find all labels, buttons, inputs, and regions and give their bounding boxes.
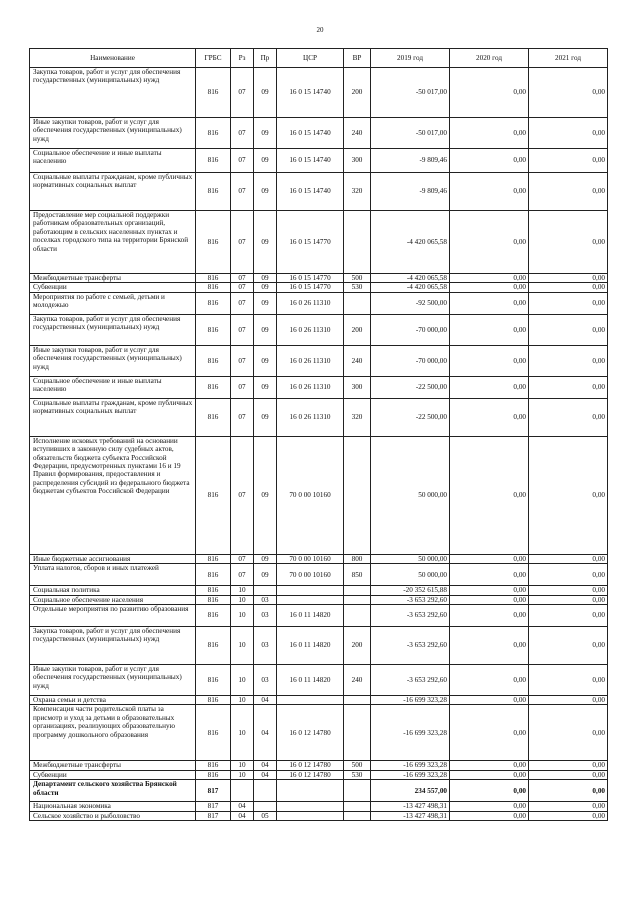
cell-pr: 09 <box>254 211 277 274</box>
table-row <box>30 345 608 376</box>
cell-grbs: 816 <box>196 436 231 554</box>
cell-name: Департамент сельского хозяйства Брянской области <box>30 780 196 802</box>
table-row <box>30 811 608 820</box>
cell-csr: 16 0 12 14780 <box>277 705 344 761</box>
cell-rz: 07 <box>231 283 254 292</box>
cell-2019: -3 653 292,60 <box>371 627 450 665</box>
cell-pr: 09 <box>254 274 277 283</box>
cell-2019: -70 000,00 <box>371 314 450 345</box>
table-row <box>30 627 608 665</box>
cell-name: Иные бюджетные ассигнования <box>30 554 196 563</box>
cell-csr: 70 0 00 10160 <box>277 436 344 554</box>
cell-grbs: 816 <box>196 586 231 595</box>
cell-grbs: 816 <box>196 292 231 314</box>
cell-2020: 0,00 <box>450 564 529 586</box>
cell-rz: 07 <box>231 292 254 314</box>
cell-2020: 0,00 <box>450 314 529 345</box>
cell-vr: 200 <box>344 314 371 345</box>
cell-2020: 0,00 <box>450 770 529 779</box>
cell-pr: 09 <box>254 173 277 211</box>
cell-rz: 10 <box>231 665 254 696</box>
table-row <box>30 68 608 118</box>
cell-2021: 0,00 <box>529 314 608 345</box>
cell-grbs: 816 <box>196 627 231 665</box>
cell-pr: 09 <box>254 292 277 314</box>
cell-name: Субвенции <box>30 770 196 779</box>
cell-csr: 70 0 00 10160 <box>277 554 344 563</box>
cell-name: Отдельные мероприятия по развитию образования <box>30 605 196 627</box>
cell-pr <box>254 802 277 811</box>
cell-2021: 0,00 <box>529 696 608 705</box>
cell-csr: 16 0 15 14740 <box>277 173 344 211</box>
cell-vr <box>344 292 371 314</box>
table-row <box>30 696 608 705</box>
cell-2020: 0,00 <box>450 398 529 436</box>
cell-2021: 0,00 <box>529 376 608 398</box>
table-row <box>30 802 608 811</box>
table-row <box>30 436 608 554</box>
cell-2020: 0,00 <box>450 118 529 149</box>
cell-grbs: 816 <box>196 398 231 436</box>
cell-grbs: 817 <box>196 780 231 802</box>
cell-name: Закупка товаров, работ и услуг для обеспечения государственных (муниципальных) нужд <box>30 314 196 345</box>
cell-2020: 0,00 <box>450 627 529 665</box>
cell-vr: 530 <box>344 283 371 292</box>
cell-grbs: 816 <box>196 376 231 398</box>
cell-pr: 09 <box>254 398 277 436</box>
cell-name: Национальная экономика <box>30 802 196 811</box>
cell-name: Предоставление мер социальной поддержки работникам образовательных организаций, работающим в сельских населенных пунктах и поселках городского типа на территории Брянской области <box>30 211 196 274</box>
cell-2021: 0,00 <box>529 705 608 761</box>
cell-vr: 500 <box>344 761 371 770</box>
cell-rz: 07 <box>231 211 254 274</box>
table-row <box>30 211 608 274</box>
cell-2019: -3 653 292,60 <box>371 665 450 696</box>
cell-vr <box>344 605 371 627</box>
cell-csr: 16 0 15 14770 <box>277 211 344 274</box>
cell-csr <box>277 595 344 604</box>
cell-2020: 0,00 <box>450 211 529 274</box>
cell-rz <box>231 780 254 802</box>
cell-pr <box>254 586 277 595</box>
cell-csr: 70 0 00 10160 <box>277 564 344 586</box>
cell-2019: -16 699 323,28 <box>371 770 450 779</box>
table-header-row <box>30 49 608 68</box>
cell-2019: -3 653 292,60 <box>371 605 450 627</box>
cell-rz: 07 <box>231 314 254 345</box>
cell-2021: 0,00 <box>529 586 608 595</box>
table-row <box>30 398 608 436</box>
cell-2021: 0,00 <box>529 761 608 770</box>
cell-csr: 16 0 15 14770 <box>277 274 344 283</box>
cell-pr <box>254 780 277 802</box>
cell-pr: 09 <box>254 554 277 563</box>
table-row <box>30 761 608 770</box>
cell-pr: 09 <box>254 68 277 118</box>
cell-2019: -50 017,00 <box>371 118 450 149</box>
cell-2020: 0,00 <box>450 149 529 173</box>
cell-grbs: 816 <box>196 149 231 173</box>
cell-rz: 07 <box>231 68 254 118</box>
cell-2020: 0,00 <box>450 283 529 292</box>
cell-2020: 0,00 <box>450 292 529 314</box>
cell-2021: 0,00 <box>529 627 608 665</box>
cell-grbs: 816 <box>196 554 231 563</box>
cell-grbs: 816 <box>196 595 231 604</box>
cell-csr: 16 0 11 14820 <box>277 665 344 696</box>
cell-2019: -13 427 498,31 <box>371 811 450 820</box>
cell-pr: 03 <box>254 605 277 627</box>
cell-pr: 04 <box>254 705 277 761</box>
cell-2019: -22 500,00 <box>371 376 450 398</box>
cell-grbs: 816 <box>196 605 231 627</box>
cell-pr: 04 <box>254 761 277 770</box>
cell-name: Закупка товаров, работ и услуг для обеспечения государственных (муниципальных) нужд <box>30 627 196 665</box>
cell-2020: 0,00 <box>450 345 529 376</box>
cell-2019: -9 809,46 <box>371 149 450 173</box>
cell-name: Закупка товаров, работ и услуг для обеспечения государственных (муниципальных) нужд <box>30 68 196 118</box>
cell-2021: 0,00 <box>529 118 608 149</box>
table-row <box>30 376 608 398</box>
cell-2020: 0,00 <box>450 802 529 811</box>
cell-2020: 0,00 <box>450 554 529 563</box>
cell-csr: 16 0 15 14740 <box>277 118 344 149</box>
cell-vr: 200 <box>344 627 371 665</box>
cell-grbs: 816 <box>196 274 231 283</box>
cell-grbs: 816 <box>196 68 231 118</box>
cell-grbs: 817 <box>196 802 231 811</box>
col-header-grbs: ГРБС <box>196 49 231 68</box>
cell-csr: 16 0 15 14770 <box>277 283 344 292</box>
cell-grbs: 816 <box>196 564 231 586</box>
cell-rz: 10 <box>231 761 254 770</box>
col-header-2021: 2021 год <box>529 49 608 68</box>
cell-name: Исполнение исковых требований на основании вступивших в законную силу судебных актов, обязательств бюджета субъекта Российской Федерации, предусмотренных пунктами 16 и 19 Правил формирования, предоставления и распределения субсидий из федерального бюджета бюджетам субъектов Российской Федерации <box>30 436 196 554</box>
cell-pr: 03 <box>254 627 277 665</box>
cell-grbs: 816 <box>196 345 231 376</box>
cell-2021: 0,00 <box>529 436 608 554</box>
col-header-csr: ЦСР <box>277 49 344 68</box>
cell-vr: 850 <box>344 564 371 586</box>
table-row <box>30 118 608 149</box>
cell-name: Субвенции <box>30 283 196 292</box>
cell-vr: 320 <box>344 398 371 436</box>
cell-rz: 10 <box>231 586 254 595</box>
cell-csr: 16 0 26 11310 <box>277 314 344 345</box>
table-row <box>30 586 608 595</box>
cell-rz: 07 <box>231 436 254 554</box>
cell-name: Межбюджетные трансферты <box>30 761 196 770</box>
cell-2019: -20 352 615,88 <box>371 586 450 595</box>
table-row <box>30 605 608 627</box>
cell-2021: 0,00 <box>529 68 608 118</box>
cell-rz: 04 <box>231 802 254 811</box>
cell-2020: 0,00 <box>450 696 529 705</box>
cell-2019: -16 699 323,28 <box>371 705 450 761</box>
cell-2019: -13 427 498,31 <box>371 802 450 811</box>
cell-grbs: 816 <box>196 283 231 292</box>
cell-2019: -70 000,00 <box>371 345 450 376</box>
cell-pr: 03 <box>254 665 277 696</box>
cell-pr: 09 <box>254 149 277 173</box>
cell-rz: 07 <box>231 345 254 376</box>
cell-csr: 16 0 12 14780 <box>277 770 344 779</box>
cell-2019: 50 000,00 <box>371 564 450 586</box>
cell-2019: -3 653 292,60 <box>371 595 450 604</box>
table-row <box>30 173 608 211</box>
cell-grbs: 817 <box>196 811 231 820</box>
cell-2020: 0,00 <box>450 705 529 761</box>
cell-rz: 04 <box>231 811 254 820</box>
cell-name: Социальная политика <box>30 586 196 595</box>
cell-2021: 0,00 <box>529 770 608 779</box>
cell-grbs: 816 <box>196 314 231 345</box>
cell-pr: 09 <box>254 345 277 376</box>
cell-2021: 0,00 <box>529 605 608 627</box>
cell-pr: 05 <box>254 811 277 820</box>
table-row <box>30 595 608 604</box>
cell-2019: -4 420 065,58 <box>371 211 450 274</box>
cell-grbs: 816 <box>196 118 231 149</box>
cell-name: Уплата налогов, сборов и иных платежей <box>30 564 196 586</box>
cell-2019: -92 500,00 <box>371 292 450 314</box>
cell-csr: 16 0 11 14820 <box>277 627 344 665</box>
cell-2019: 234 557,00 <box>371 780 450 802</box>
cell-rz: 07 <box>231 398 254 436</box>
cell-rz: 07 <box>231 376 254 398</box>
cell-grbs: 816 <box>196 705 231 761</box>
cell-2019: -50 017,00 <box>371 68 450 118</box>
cell-rz: 10 <box>231 770 254 779</box>
cell-vr: 240 <box>344 118 371 149</box>
cell-name: Социальное обеспечение населения <box>30 595 196 604</box>
cell-name: Социальное обеспечение и иные выплаты населению <box>30 376 196 398</box>
col-header-vr: ВР <box>344 49 371 68</box>
cell-2020: 0,00 <box>450 605 529 627</box>
cell-vr: 500 <box>344 274 371 283</box>
cell-pr: 04 <box>254 696 277 705</box>
cell-2019: -9 809,46 <box>371 173 450 211</box>
cell-rz: 07 <box>231 274 254 283</box>
col-header-rz: Рз <box>231 49 254 68</box>
cell-rz: 07 <box>231 564 254 586</box>
cell-name: Иные закупки товаров, работ и услуг для обеспечения государственных (муниципальных) нужд <box>30 665 196 696</box>
cell-name: Социальное обеспечение и иные выплаты населению <box>30 149 196 173</box>
col-header-2019: 2019 год <box>371 49 450 68</box>
cell-pr: 04 <box>254 770 277 779</box>
table-row <box>30 274 608 283</box>
cell-2020: 0,00 <box>450 811 529 820</box>
cell-name: Компенсация части родительской платы за присмотр и уход за детьми в образовательных организациях, реализующих образовательную программу дошкольного образования <box>30 705 196 761</box>
cell-2021: 0,00 <box>529 283 608 292</box>
budget-table <box>29 48 608 821</box>
cell-vr <box>344 705 371 761</box>
table-row <box>30 149 608 173</box>
cell-rz: 10 <box>231 595 254 604</box>
cell-2019: -4 420 065,58 <box>371 274 450 283</box>
cell-2019: -16 699 323,28 <box>371 696 450 705</box>
cell-pr: 03 <box>254 595 277 604</box>
cell-2020: 0,00 <box>450 595 529 604</box>
cell-2020: 0,00 <box>450 586 529 595</box>
col-header-2020: 2020 год <box>450 49 529 68</box>
col-header-pr: Пр <box>254 49 277 68</box>
cell-2021: 0,00 <box>529 780 608 802</box>
table-row <box>30 314 608 345</box>
cell-name: Межбюджетные трансферты <box>30 274 196 283</box>
cell-pr: 09 <box>254 314 277 345</box>
cell-name: Охрана семьи и детства <box>30 696 196 705</box>
cell-name: Социальные выплаты гражданам, кроме публичных нормативных социальных выплат <box>30 173 196 211</box>
cell-grbs: 816 <box>196 770 231 779</box>
cell-name: Социальные выплаты гражданам, кроме публичных нормативных социальных выплат <box>30 398 196 436</box>
cell-rz: 07 <box>231 554 254 563</box>
cell-vr: 200 <box>344 68 371 118</box>
cell-rz: 07 <box>231 173 254 211</box>
cell-2021: 0,00 <box>529 802 608 811</box>
table-body <box>30 68 608 821</box>
cell-vr <box>344 586 371 595</box>
cell-name: Мероприятия по работе с семьей, детьми и молодежью <box>30 292 196 314</box>
cell-vr: 800 <box>344 554 371 563</box>
cell-vr <box>344 802 371 811</box>
cell-pr: 09 <box>254 283 277 292</box>
cell-2021: 0,00 <box>529 211 608 274</box>
cell-grbs: 816 <box>196 761 231 770</box>
cell-csr: 16 0 12 14780 <box>277 761 344 770</box>
cell-2021: 0,00 <box>529 811 608 820</box>
cell-grbs: 816 <box>196 696 231 705</box>
cell-name: Иные закупки товаров, работ и услуг для обеспечения государственных (муниципальных) нужд <box>30 118 196 149</box>
cell-csr: 16 0 26 11310 <box>277 376 344 398</box>
cell-2020: 0,00 <box>450 173 529 211</box>
cell-rz: 07 <box>231 149 254 173</box>
cell-2021: 0,00 <box>529 149 608 173</box>
cell-2021: 0,00 <box>529 173 608 211</box>
cell-2020: 0,00 <box>450 376 529 398</box>
cell-vr <box>344 436 371 554</box>
cell-csr <box>277 696 344 705</box>
cell-2019: 50 000,00 <box>371 554 450 563</box>
cell-vr: 300 <box>344 149 371 173</box>
cell-grbs: 816 <box>196 173 231 211</box>
cell-2021: 0,00 <box>529 345 608 376</box>
cell-rz: 10 <box>231 705 254 761</box>
cell-csr: 16 0 15 14740 <box>277 68 344 118</box>
cell-2021: 0,00 <box>529 398 608 436</box>
table-row <box>30 770 608 779</box>
cell-vr: 530 <box>344 770 371 779</box>
cell-name: Сельское хозяйство и рыболовство <box>30 811 196 820</box>
cell-2021: 0,00 <box>529 554 608 563</box>
cell-pr: 09 <box>254 118 277 149</box>
cell-2021: 0,00 <box>529 292 608 314</box>
cell-2021: 0,00 <box>529 274 608 283</box>
cell-pr: 09 <box>254 564 277 586</box>
cell-2019: -22 500,00 <box>371 398 450 436</box>
cell-vr <box>344 696 371 705</box>
cell-2019: 50 000,00 <box>371 436 450 554</box>
table-row <box>30 564 608 586</box>
cell-csr: 16 0 26 11310 <box>277 398 344 436</box>
cell-vr <box>344 595 371 604</box>
cell-2020: 0,00 <box>450 274 529 283</box>
cell-csr <box>277 802 344 811</box>
cell-grbs: 816 <box>196 665 231 696</box>
cell-csr: 16 0 15 14740 <box>277 149 344 173</box>
table-row <box>30 705 608 761</box>
cell-vr <box>344 211 371 274</box>
cell-vr: 320 <box>344 173 371 211</box>
cell-2021: 0,00 <box>529 564 608 586</box>
table-row <box>30 665 608 696</box>
cell-rz: 10 <box>231 605 254 627</box>
cell-2020: 0,00 <box>450 436 529 554</box>
table-row <box>30 283 608 292</box>
page-number: 20 <box>316 26 324 34</box>
cell-rz: 07 <box>231 118 254 149</box>
cell-2020: 0,00 <box>450 780 529 802</box>
cell-csr <box>277 780 344 802</box>
cell-2019: -4 420 065,58 <box>371 283 450 292</box>
table-row <box>30 554 608 563</box>
cell-2021: 0,00 <box>529 665 608 696</box>
cell-csr <box>277 811 344 820</box>
cell-2020: 0,00 <box>450 761 529 770</box>
cell-2021: 0,00 <box>529 595 608 604</box>
cell-vr: 300 <box>344 376 371 398</box>
cell-vr: 240 <box>344 345 371 376</box>
cell-csr: 16 0 11 14820 <box>277 605 344 627</box>
cell-csr: 16 0 26 11310 <box>277 292 344 314</box>
table-row <box>30 780 608 802</box>
cell-pr: 09 <box>254 436 277 554</box>
cell-2020: 0,00 <box>450 68 529 118</box>
cell-csr: 16 0 26 11310 <box>277 345 344 376</box>
table-row <box>30 292 608 314</box>
cell-grbs: 816 <box>196 211 231 274</box>
col-header-name: Наименование <box>30 49 196 68</box>
cell-name: Иные закупки товаров, работ и услуг для обеспечения государственных (муниципальных) нужд <box>30 345 196 376</box>
cell-pr: 09 <box>254 376 277 398</box>
cell-rz: 10 <box>231 696 254 705</box>
cell-2020: 0,00 <box>450 665 529 696</box>
cell-rz: 10 <box>231 627 254 665</box>
cell-csr <box>277 586 344 595</box>
cell-vr <box>344 811 371 820</box>
cell-2019: -16 699 323,28 <box>371 761 450 770</box>
cell-vr: 240 <box>344 665 371 696</box>
cell-vr <box>344 780 371 802</box>
